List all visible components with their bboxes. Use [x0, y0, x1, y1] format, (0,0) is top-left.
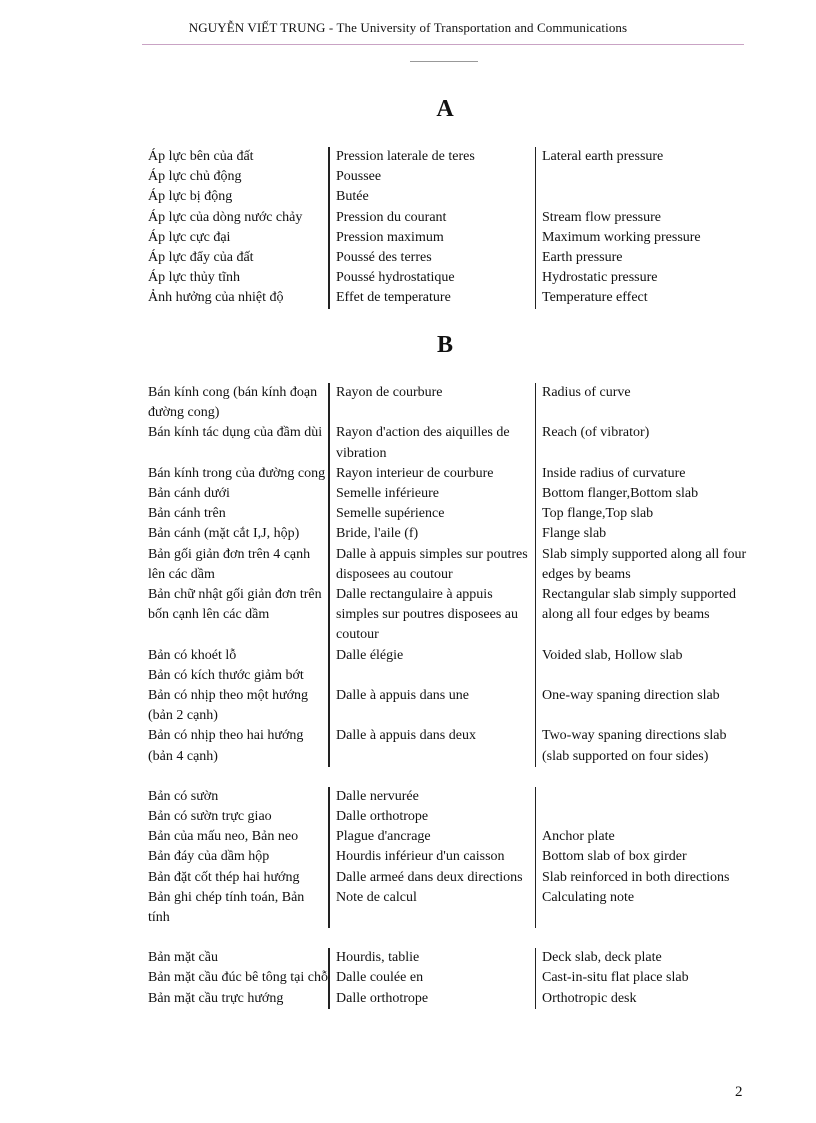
table-row — [148, 807, 748, 827]
term-vietnamese: Áp lực bên của đất — [148, 149, 254, 164]
term-french: Dalle à appuis dans deux — [328, 726, 535, 766]
term-english: Flange slab — [535, 524, 749, 544]
term-french: Pression maximum — [328, 228, 535, 248]
term-vietnamese: Bán kính tác dụng của đầm dùi — [148, 425, 323, 441]
glossary-table-a — [148, 147, 748, 309]
term-french: Butée — [328, 187, 535, 207]
term-vietnamese: Bản có sườn trực giao — [148, 809, 272, 825]
term-french: Dalle nervurée — [328, 787, 535, 807]
term-french: Dalle coulée en — [328, 968, 535, 988]
term-vietnamese: Ảnh hưởng của nhiệt độ — [148, 290, 284, 306]
term-vietnamese: Bản có nhịp theo hai hướng (bản 4 cạnh) — [148, 728, 304, 764]
term-vietnamese: Bản cánh trên — [148, 506, 226, 522]
term-english: Slab simply supported along all four edges by beams — [535, 545, 749, 585]
term-vietnamese: Bản có khoét lỗ Bản có kích thước giảm bớt — [148, 647, 304, 683]
term-vietnamese: Bản cánh (mặt cắt I,J, hộp) — [148, 526, 300, 542]
table-row — [148, 524, 748, 544]
term-french: Poussee — [328, 167, 535, 187]
table-row — [148, 484, 748, 504]
table-row — [148, 423, 748, 463]
term-vietnamese: Bản mặt cầu trực hướng — [148, 990, 284, 1006]
header-institution: The University of Transportation and Communications — [336, 20, 628, 35]
term-french: Bride, l'aile (f) — [328, 524, 535, 544]
term-french: Rayon d'action des aiquilles de vibration — [328, 423, 535, 463]
term-vietnamese: Bản của mấu neo, Bản neo — [148, 829, 299, 845]
term-vietnamese: Bán kính trong của đường cong — [148, 465, 326, 481]
term-french: Note de calcul — [328, 888, 535, 928]
table-row — [148, 248, 748, 268]
table-row — [148, 464, 748, 484]
term-english: Anchor plate — [535, 827, 749, 847]
table-row — [148, 288, 748, 308]
term-english: Slab reinforced in both directions — [535, 868, 749, 888]
term-english: Voided slab, Hollow slab — [535, 646, 749, 686]
term-english: Earth pressure — [535, 248, 749, 268]
table-row — [148, 545, 748, 585]
term-vietnamese: Bản chữ nhật gối giản đơn trên bốn cạnh lên các dầm — [148, 587, 322, 623]
term-french: Rayon interieur de courbure — [328, 464, 535, 484]
header-separator: - — [325, 20, 337, 35]
section-heading-b: B — [436, 332, 453, 358]
term-french: Dalle à appuis simples sur poutres disposees au coutour — [328, 545, 535, 585]
term-french: Dalle orthotrope — [328, 989, 535, 1009]
term-english: Bottom flanger,Bottom slab — [535, 484, 749, 504]
term-english — [535, 807, 749, 827]
table-row — [148, 187, 748, 207]
term-vietnamese: Bản ghi chép tính toán, Bản tính — [148, 889, 305, 926]
header-author: NGUYỄN VIẾT TRUNG — [188, 20, 326, 35]
table-row — [148, 968, 748, 988]
term-vietnamese: Áp lực của dòng nước chảy — [148, 209, 303, 225]
term-french: Poussé des terres — [328, 248, 535, 268]
table-row — [148, 787, 748, 807]
term-french: Rayon de courbure — [328, 383, 535, 423]
term-english: Deck slab, deck plate — [535, 948, 749, 968]
term-english — [535, 187, 749, 207]
term-french: Pression du courant — [328, 208, 535, 228]
term-vietnamese: Bản đặt cốt thép hai hướng — [148, 869, 300, 885]
term-english: Lateral earth pressure — [535, 147, 749, 167]
term-english — [535, 787, 749, 807]
table-row — [148, 847, 748, 867]
term-vietnamese: Bản có nhịp theo một hướng (bản 2 cạnh) — [148, 688, 309, 724]
page-header — [0, 20, 816, 36]
term-english: Top flange,Top slab — [535, 504, 749, 524]
term-vietnamese: Áp lực chủ động — [148, 169, 242, 185]
page-number: 2 — [735, 1084, 743, 1100]
term-french: Semelle supérience — [328, 504, 535, 524]
term-french: Dalle à appuis dans une — [328, 686, 535, 726]
table-row — [148, 383, 748, 423]
table-row — [148, 147, 748, 167]
term-english: Cast-in-situ flat place slab — [535, 968, 749, 988]
term-french: Dalle armeé dans deux directions — [328, 868, 535, 888]
glossary-table-b — [148, 383, 748, 1009]
section-heading-a: A — [436, 96, 454, 122]
term-english: Radius of curve — [535, 383, 749, 423]
term-vietnamese: Áp lực đẩy của đất — [148, 250, 254, 266]
term-vietnamese: Áp lực bị động — [148, 189, 233, 205]
term-french: Dalle élégie — [328, 646, 535, 686]
table-row — [148, 268, 748, 288]
table-row — [148, 504, 748, 524]
table-row — [148, 989, 748, 1009]
term-french: Dalle rectangulaire à appuis simples sur poutres disposees au coutour — [328, 585, 535, 646]
term-english: Maximum working pressure — [535, 228, 749, 248]
header-short-rule — [410, 61, 478, 62]
term-english: One-way spaning direction slab — [535, 686, 749, 726]
table-row — [148, 646, 748, 686]
term-vietnamese: Bản mặt cầu đúc bê tông tại chỗ — [148, 970, 328, 986]
term-english: Two-way spaning directions slab (slab supported on four sides) — [535, 726, 749, 766]
term-vietnamese: Bản mặt cầu — [148, 950, 218, 966]
table-row — [148, 686, 748, 726]
term-english: Orthotropic desk — [535, 989, 749, 1009]
term-vietnamese: Bản cánh dưới — [148, 486, 230, 502]
term-french: Hourdis, tablie — [328, 948, 535, 968]
term-english: Hydrostatic pressure — [535, 268, 749, 288]
term-english: Temperature effect — [535, 288, 749, 308]
header-rule — [142, 44, 744, 45]
table-row — [148, 167, 748, 187]
term-english: Bottom slab of box girder — [535, 847, 749, 867]
term-english: Rectangular slab simply supported along all four edges by beams — [535, 585, 749, 646]
table-row — [148, 726, 748, 786]
term-vietnamese: Bản có sườn — [148, 788, 219, 804]
term-english: Inside radius of curvature — [535, 464, 749, 484]
table-row — [148, 827, 748, 847]
term-french: Pression laterale de teres — [328, 147, 535, 167]
term-french: Plague d'ancrage — [328, 827, 535, 847]
table-row — [148, 948, 748, 968]
term-french: Poussé hydrostatique — [328, 268, 535, 288]
table-row — [148, 868, 748, 888]
table-row — [148, 888, 748, 948]
table-row — [148, 585, 748, 646]
term-vietnamese: Bán kính cong (bán kính đoạn đường cong) — [148, 385, 318, 421]
term-french: Effet de temperature — [328, 288, 535, 308]
term-vietnamese: Áp lực cực đại — [148, 229, 231, 245]
term-vietnamese: Áp lực thủy tĩnh — [148, 270, 240, 286]
table-row — [148, 208, 748, 228]
term-vietnamese: Bản đáy của dầm hộp — [148, 849, 270, 865]
table-row — [148, 228, 748, 248]
term-french: Semelle inférieure — [328, 484, 535, 504]
term-french: Hourdis inférieur d'un caisson — [328, 847, 535, 867]
term-french: Dalle orthotrope — [328, 807, 535, 827]
term-vietnamese: Bản gối giản đơn trên 4 cạnh lên các dầm — [148, 546, 311, 582]
term-english: Reach (of vibrator) — [535, 423, 749, 463]
term-english: Stream flow pressure — [535, 208, 749, 228]
term-english — [535, 167, 749, 187]
term-english: Calculating note — [535, 888, 749, 928]
